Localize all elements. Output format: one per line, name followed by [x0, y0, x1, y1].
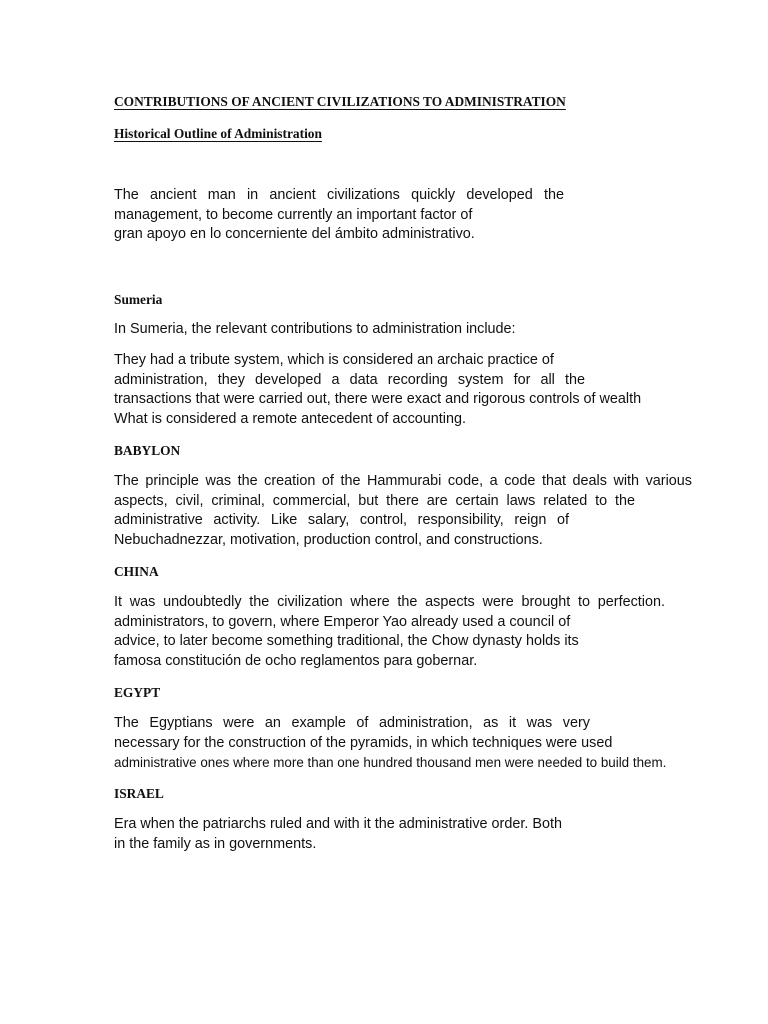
document-subtitle: Historical Outline of Administration [114, 126, 322, 141]
paragraph-line: famosa constitución de ocho reglamentos para gobernar. [114, 652, 478, 669]
paragraph-line: The Egyptians were an example of administration, as it was very [114, 715, 590, 731]
paragraph-line: Era when the patriarchs ruled and with it the administrative order. Both [114, 816, 562, 832]
section-heading-israel: ISRAEL [114, 786, 164, 801]
paragraph-line: In Sumeria, the relevant contributions to administration include: [114, 321, 516, 337]
paragraph-line: It was undoubtedly the civilization where the aspects were brought to perfection. [114, 594, 665, 610]
intro-paragraph [114, 186, 564, 245]
egypt-paragraph [114, 714, 692, 773]
israel-paragraph [114, 815, 614, 854]
intro-line: management, to become currently an important factor of [114, 206, 473, 223]
paragraph-line: necessary for the construction of the pyramids, in which techniques were used [114, 734, 613, 751]
paragraph-line: administrators, to govern, where Emperor Yao already used a council of [114, 613, 571, 630]
paragraph-line: administrative ones where more than one hundred thousand men were needed to build them. [114, 755, 667, 770]
china-paragraph [114, 593, 665, 671]
intro-line: The ancient man in ancient civilizations quickly developed the [114, 187, 564, 203]
paragraph-line: administration, they developed a data recording system for all the [114, 371, 585, 388]
sumeria-paragraph-body [114, 351, 655, 429]
paragraph-line: in the family as in governments. [114, 835, 317, 852]
section-heading-babylon: BABYLON [114, 443, 181, 458]
paragraph-line: advice, to later become something traditional, the Chow dynasty holds its [114, 633, 579, 649]
paragraph-line: aspects, civil, criminal, commercial, but there are certain laws related to the [114, 492, 635, 509]
paragraph-line: What is considered a remote antecedent of accounting. [114, 410, 466, 427]
paragraph-line: administrative activity. Like salary, control, responsibility, reign of [114, 512, 569, 528]
paragraph-line: transactions that were carried out, there were exact and rigorous controls of wealth [114, 391, 642, 407]
paragraph-line: The principle was the creation of the Hammurabi code, a code that deals with various [114, 473, 692, 489]
paragraph-line: Nebuchadnezzar, motivation, production control, and constructions. [114, 531, 543, 548]
section-heading-egypt: EGYPT [114, 685, 161, 700]
sumeria-paragraph-intro [114, 320, 516, 340]
paragraph-line: They had a tribute system, which is considered an archaic practice of [114, 352, 554, 368]
intro-line: gran apoyo en lo concerniente del ámbito administrativo. [114, 226, 475, 242]
document-title: CONTRIBUTIONS OF ANCIENT CIVILIZATIONS TO ADMINISTRATION [114, 94, 566, 109]
babylon-paragraph [114, 472, 692, 550]
section-heading-china: CHINA [114, 564, 159, 579]
section-heading-sumeria: Sumeria [114, 292, 163, 307]
